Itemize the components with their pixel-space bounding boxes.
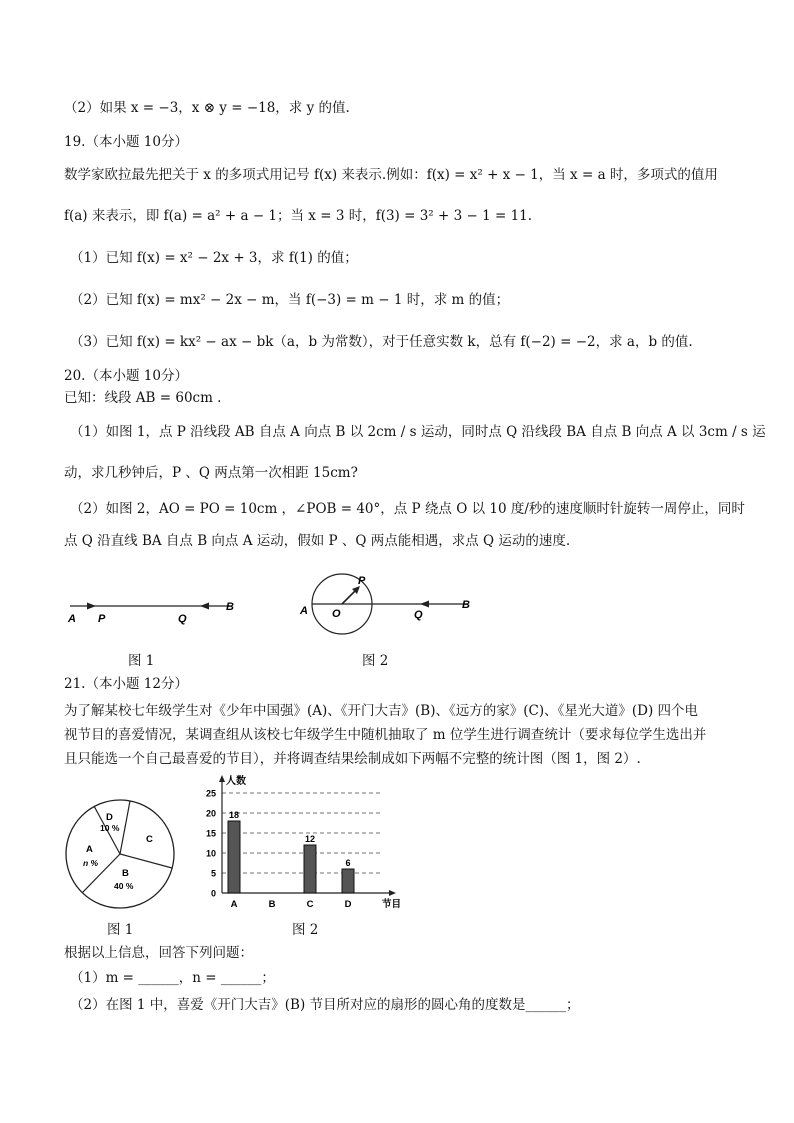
- fig1-label-P: P: [98, 613, 106, 625]
- q19-part1: （1）已知 f(x) = x² − 2x + 3，求 f(1) 的值；: [70, 250, 358, 266]
- bar-caption: 图 2: [292, 922, 319, 938]
- q21-heading: 21.（本小题 12分）: [64, 676, 188, 692]
- q21-intro-2: 视节目的喜爱情况，某调查组从该校七年级学生中随机抽取了 m 位学生进行调查统计（要求每位学生选出并: [64, 727, 707, 743]
- pie-label-A: A: [86, 844, 93, 855]
- bar-chart: [196, 772, 406, 912]
- fig2-label-B: B: [462, 599, 470, 611]
- q20-heading: 20.（本小题 10分）: [64, 368, 188, 384]
- q20-figure1: [60, 590, 250, 630]
- q19-heading: 19.（本小题 10分）: [64, 134, 188, 150]
- q21-intro-1: 为了解某校七年级学生对《少年中国强》(A)、《开门大吉》(B)、《远方的家》(C)、《星光大道》(D) 四个电: [64, 703, 698, 719]
- pie-label-B: B: [122, 868, 129, 879]
- y-tick-25: 25: [205, 788, 216, 799]
- y-axis-arrow: [219, 775, 225, 782]
- q20-part1-a: （1）如图 1，点 P 沿线段 AB 自点 A 向点 B 以 2cm / s 运动，同时点 Q 沿线段 BA 自点 B 向点 A 以 3cm / s 运: [70, 424, 766, 440]
- q21-prompt: 根据以上信息，回答下列问题：: [64, 945, 253, 961]
- q20-part2-a: （2）如图 2，AO = PO = 10cm ，∠POB = 40°，点 P 绕点 O 以 10 度/秒的速度顺时针旋转一周停止，同时: [70, 501, 745, 517]
- q21-part1: （1）m = ______，n = ______；: [70, 970, 275, 986]
- pie-label-D-pct: 10 %: [100, 823, 120, 833]
- data-label-A: 18: [228, 810, 240, 820]
- fig2-label-O: O: [332, 608, 341, 620]
- data-label-D: 6: [345, 858, 351, 868]
- pie-chart: [62, 796, 178, 912]
- pie-label-B-pct: 40 %: [114, 881, 134, 891]
- q21-part2: （2）在图 1 中，喜爱《开门大吉》(B) 节目所对应的扇形的圆心角的度数是______；: [70, 997, 580, 1013]
- q19-intro-1: 数学家欧拉最先把关于 x 的多项式用记号 f(x) 来表示.例如：f(x) = x² + x − 1，当 x = a 时，多项式的值用: [64, 167, 718, 183]
- pie-label-D: D: [106, 812, 113, 823]
- fig2-caption: 图 2: [362, 653, 389, 669]
- pie-divider-2: [120, 801, 130, 854]
- q20-part1-b: 动，求几秒钟后，P 、Q 两点第一次相距 15cm?: [64, 465, 358, 481]
- x-axis-arrow: [389, 890, 396, 896]
- fig1-caption: 图 1: [128, 653, 155, 669]
- y-axis-label: 人数: [226, 776, 246, 787]
- fig1-label-B: B: [226, 601, 234, 613]
- bar-D: [342, 869, 354, 893]
- q20-figure2: [292, 568, 482, 638]
- fig2-label-Q: Q: [414, 609, 423, 621]
- fig1-label-Q: Q: [178, 613, 187, 625]
- q19-part2: （2）已知 f(x) = mx² − 2x − m，当 f(−3) = m − 1 时，求 m 的值；: [70, 292, 510, 308]
- fig2-label-A: A: [300, 605, 308, 617]
- pie-caption: 图 1: [107, 922, 134, 938]
- q19-intro-2: f(a) 来表示，即 f(a) = a² + a − 1；当 x = 3 时，f(3) = 3² + 3 − 1 = 11.: [64, 208, 533, 224]
- data-label-C: 12: [304, 834, 316, 844]
- x-tick-B: B: [268, 899, 276, 910]
- pie-divider-3: [120, 854, 172, 868]
- y-tick-10: 10: [205, 848, 216, 859]
- pie-label-A-pct: n %: [83, 858, 99, 868]
- x-axis-label: 节目: [382, 899, 402, 910]
- fig2-label-P: P: [358, 575, 366, 587]
- y-tick-20: 20: [205, 808, 216, 819]
- bar-C: [304, 845, 316, 893]
- x-tick-C: C: [306, 899, 314, 910]
- q21-intro-3: 且只能选一个自己最喜爱的节目），并将调查结果绘制成如下两幅不完整的统计图（图 1，图 2）.: [64, 751, 641, 767]
- x-tick-A: A: [230, 899, 238, 910]
- fig1-label-A: A: [68, 613, 76, 625]
- y-tick-15: 15: [205, 828, 216, 839]
- x-tick-D: D: [344, 899, 352, 910]
- pie-label-C: C: [146, 834, 153, 845]
- q19-part3: （3）已知 f(x) = kx² − ax − bk（a，b 为常数），对于任意实数 k，总有 f(−2) = −2，求 a，b 的值.: [70, 334, 693, 350]
- y-tick-5: 5: [210, 868, 216, 879]
- bar-A: [228, 821, 240, 893]
- q20-part2-b: 点 Q 沿直线 BA 自点 B 向点 A 运动，假如 P 、Q 两点能相遇，求点 Q 运动的速度.: [64, 533, 571, 549]
- q18-part2: （2）如果 x = −3，x ⊗ y = −18，求 y 的值.: [64, 100, 350, 116]
- q20-given: 已知：线段 AB = 60cm .: [64, 390, 222, 406]
- y-tick-0: 0: [210, 888, 216, 899]
